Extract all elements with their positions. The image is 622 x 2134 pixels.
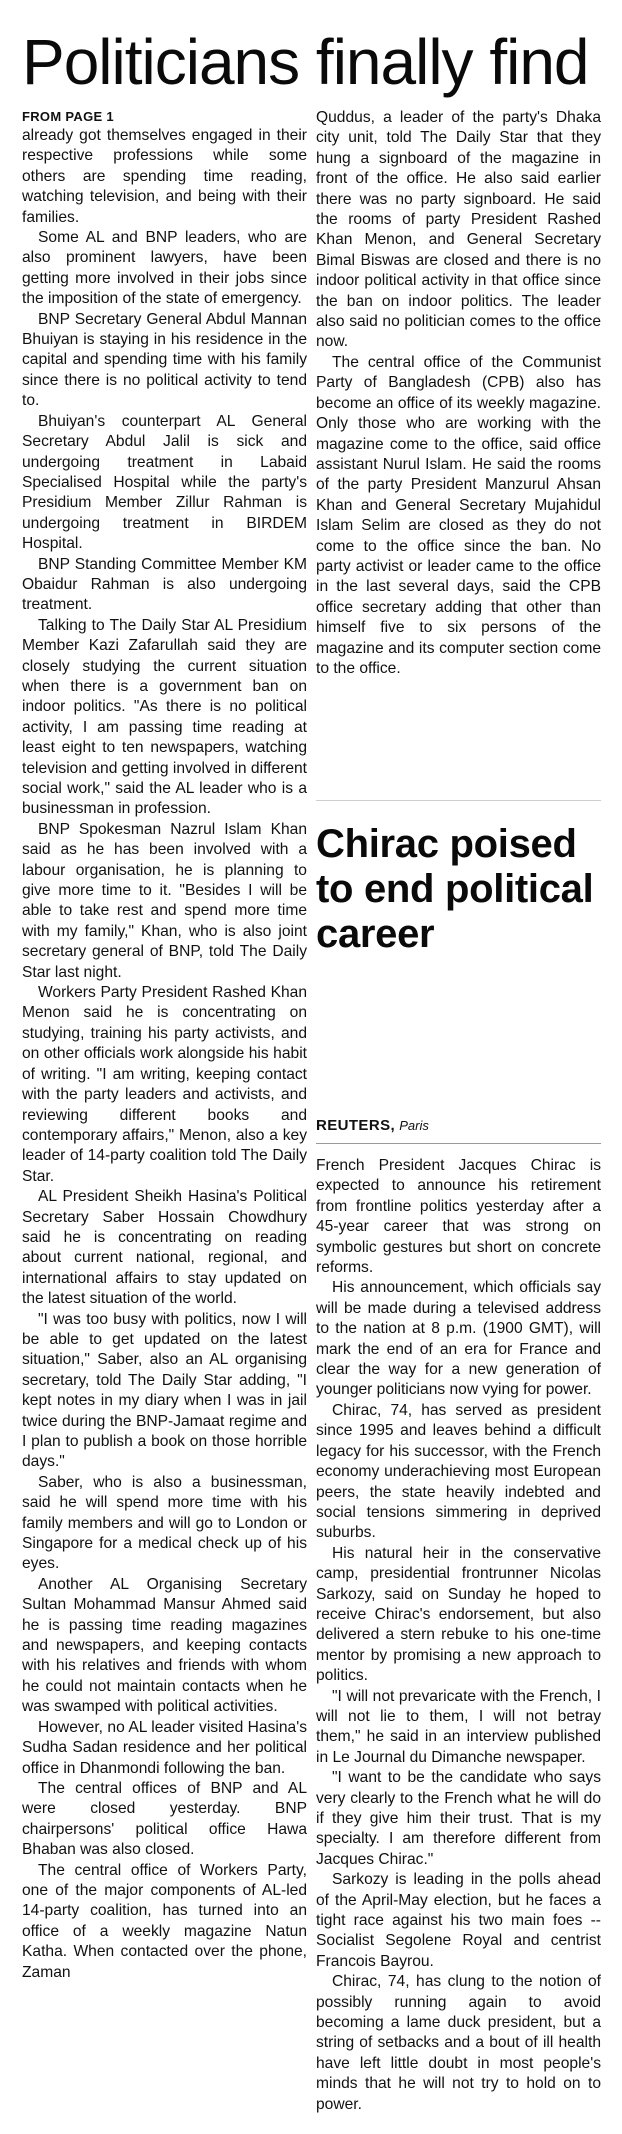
story-paragraph: Some AL and BNP leaders, who are also prominent lawyers, have been getting more involved in their jobs since the imposition of the state of emergency.	[22, 229, 307, 308]
story-paragraph: French President Jacques Chirac is expected to announce his retirement from frontline politics yesterday after a 45-year career that was strong on symbolic gestures but short on concrete reforms.	[316, 1157, 601, 1277]
story-paragraph: BNP Secretary General Abdul Mannan Bhuiyan is staying in his residence in the capital and spending time with his family since there is no political activity to tend to.	[22, 310, 307, 410]
story-paragraph: The central office of Workers Party, one of the major components of AL-led 14-party coalition, has turned into an office of a weekly magazine Natun Katha. When contacted over the phone, Zaman	[22, 1861, 307, 1981]
chirac-story-body	[316, 1156, 601, 2115]
story-paragraph: Saber, who is also a businessman, said he will spend more time with his family members and will go to London or Singapore for a medical check up of his eyes.	[22, 1473, 307, 1573]
byline-agency: REUTERS,	[316, 1117, 396, 1134]
main-story-column-right	[316, 108, 601, 679]
story-paragraph: Chirac, 74, has clung to the notion of possibly running again to avoid becoming a lame duck president, but a string of setbacks and a bout of ill health have left little doubt in most people's minds that he will not try to hold on to power.	[316, 1973, 601, 2113]
continuation-kicker: FROM PAGE 1	[22, 109, 114, 124]
story-paragraph: The central offices of BNP and AL were closed yesterday. BNP chairpersons' political office Hawa Bhaban was also closed.	[22, 1779, 307, 1859]
byline-dateline: Paris	[399, 1118, 429, 1133]
story-paragraph: Talking to The Daily Star AL Presidium Member Kazi Zafarullah said they are closely studying the current situation when there is a government ban on indoor politics. "As there is no political activity, I am passing time reading at least eight to ten newspapers, watching television and getting involved in different social work," said the AL leader who is a businessman in profession.	[22, 616, 307, 818]
chirac-headline: Chirac poised to end political career	[316, 822, 594, 956]
story-paragraph: AL President Sheikh Hasina's Political Secretary Saber Hossain Chowdhury said he is concentrating on reading about current national, regional, and international affairs to stay updated on the latest situation of the world.	[22, 1188, 307, 1308]
story-paragraph: Chirac, 74, has served as president since 1995 and leaves behind a difficult legacy for his successor, with the French economy underachieving most European peers, the state heavily indebted and social tensions simmering in deprived suburbs.	[316, 1401, 601, 1542]
story-paragraph: BNP Spokesman Nazrul Islam Khan said as he has been involved with a labour organisation, he is planning to give more time to it. "Besides I will be able to take rest and spend more time with my family," Khan, who is also joint secretary general of BNP, told The Daily Star last night.	[22, 820, 307, 981]
story-paragraph: "I want to be the candidate who says very clearly to the French what he will do if they give him their trust. That is my specialty. I am therefore different from Jacques Chirac."	[316, 1769, 601, 1868]
main-story-column-left	[22, 108, 307, 1983]
story-paragraph: His natural heir in the conservative camp, presidential frontrunner Nicolas Sarkozy, said on Sunday he hoped to receive Chirac's endorsement, but also delivered a stern rebuke to his one-time mentor by promising a new approach to politics.	[316, 1544, 601, 1685]
story-paragraph: However, no AL leader visited Hasina's Sudha Sadan residence and her political office in Dhanmondi following the ban.	[22, 1718, 307, 1777]
story-paragraph: already got themselves engaged in their respective professions while some others are spending time reading, watching television, and being with their families.	[22, 127, 307, 226]
main-headline: Politicians finally find	[22, 26, 589, 98]
byline	[316, 1116, 601, 1136]
story-paragraph: Bhuiyan's counterpart AL General Secretary Abdul Jalil is sick and undergoing treatment in Labaid Specialised Hospital while the party's Presidium Member Zillur Rahman is undergoing treatment in BIRDEM Hospital.	[22, 412, 307, 553]
story-paragraph: "I will not prevaricate with the French, I will not lie to them, I will not betray them," he said in an interview published in Le Journal du Dimanche newspaper.	[316, 1687, 601, 1766]
story-paragraph: The central office of the Communist Party of Bangladesh (CPB) also has become an office of its weekly magazine. Only those who are working with the magazine come to the office, said office assistant Nurul Islam. He said the rooms of the party President Manzurul Ahsan Khan and General Secretary Mujahidul Islam Selim are closed as they do not come to the office since the ban. No party activist or leader came to the office in the last several days, said the CPB office secretary adding that other than himself five to six persons of the magazine and its computer section come to the office.	[316, 353, 601, 677]
story-paragraph: Workers Party President Rashed Khan Menon said he is concentrating on studying, training his party activists, and on other officials work alongside his habit of writing. "I am writing, keeping contact with the party leaders and activists, and reviewing different books and contemporary affairs," Menon, also a key leader of 14-party coalition told The Daily Star.	[22, 984, 307, 1185]
byline-divider	[316, 1143, 601, 1144]
story-paragraph: Quddus, a leader of the party's Dhaka city unit, told The Daily Star that they hung a signboard of the magazine in front of the office. He also said earlier there was no party signboard. He said the rooms of party President Rashed Khan Menon, and General Secretary Bimal Biswas are closed and there is no indoor political activity in that office since the ban on indoor politics. The leader also said no politician comes to the office now.	[316, 109, 601, 351]
story-paragraph: Sarkozy is leading in the polls ahead of the April-May election, but he faces a tight race against his two main foes -- Socialist Segolene Royal and centrist Francois Bayrou.	[316, 1871, 601, 1970]
story-paragraph: "I was too busy with politics, now I will be able to get updated on the latest situation," Saber, also an AL organising secretary, told The Daily Star adding, "I kept notes in my diary when I was in jail twice during the BNP-Jamaat regime and I plan to publish a book on those horrible days."	[22, 1310, 307, 1471]
story-paragraph: BNP Standing Committee Member KM Obaidur Rahman is also undergoing treatment.	[22, 555, 307, 614]
story-paragraph: His announcement, which officials say will be made during a televised address to the nation at 8 p.m. (1900 GMT), will mark the end of an era for France and clear the way for a new generation of younger politicians now vying for power.	[316, 1279, 601, 1399]
story-divider	[316, 800, 601, 801]
story-paragraph: Another AL Organising Secretary Sultan Mohammad Mansur Ahmed said he is passing time reading magazines and newspapers, and keeping contacts with his relatives and friends with whom he could not maintain contacts when he was swamped with political activities.	[22, 1575, 307, 1716]
